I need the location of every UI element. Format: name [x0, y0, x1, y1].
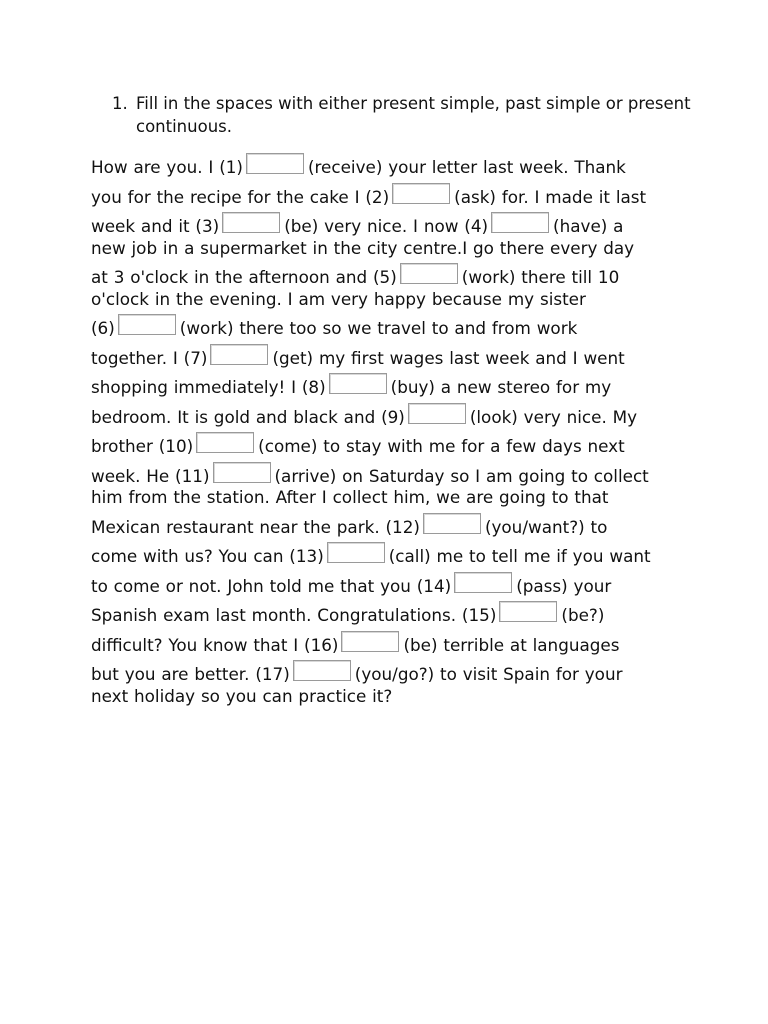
- passage-text: o'clock in the evening. I am very happy because my sister: [91, 288, 586, 309]
- blank-input-12[interactable]: [423, 513, 481, 534]
- exercise-passage: [91, 153, 683, 711]
- blank-input-5[interactable]: [400, 263, 458, 284]
- blank-input-4[interactable]: [491, 212, 549, 233]
- passage-text: (work) there too so we travel to and from work: [179, 318, 578, 338]
- passage-text: (you/go?) to visit Spain for your: [354, 664, 623, 684]
- passage-text: new job in a supermarket in the city centre.I go there every day: [91, 237, 635, 258]
- passage-line: [91, 542, 683, 572]
- passage-text: Mexican restaurant near the park. (12): [91, 516, 420, 537]
- blank-input-16[interactable]: [341, 631, 399, 652]
- passage-text: (ask) for. I made it last: [454, 186, 647, 207]
- passage-line: [91, 373, 683, 403]
- passage-text: bedroom. It is gold and black and (9): [91, 406, 405, 427]
- passage-text: together. I (7): [91, 347, 208, 368]
- passage-line: [91, 483, 683, 513]
- blank-input-17[interactable]: [293, 660, 351, 681]
- passage-line: [91, 513, 683, 543]
- passage-line: [91, 153, 683, 183]
- blank-input-9[interactable]: [408, 403, 466, 424]
- passage-text: (get) my first wages last week and I went: [272, 347, 625, 368]
- passage-text: (call) me to tell me if you want: [388, 546, 651, 566]
- passage-line: [91, 601, 683, 631]
- passage-line: [91, 234, 683, 264]
- instruction-text: Fill in the spaces with either present simple, past simple or present continuous.: [136, 94, 691, 136]
- passage-text: (receive) your letter last week. Thank: [307, 157, 626, 177]
- passage-text: (have) a: [553, 216, 624, 236]
- passage-line: [91, 572, 683, 602]
- passage-text: week. He (11): [91, 465, 210, 486]
- passage-line: [91, 682, 683, 712]
- passage-text: at 3 o'clock in the afternoon and (5): [91, 267, 397, 287]
- passage-text: (you/want?) to: [484, 516, 608, 537]
- blank-input-11[interactable]: [213, 462, 271, 483]
- passage-text: shopping immediately! I (8): [91, 377, 326, 397]
- passage-text: (work) there till 10: [461, 267, 620, 287]
- passage-text: (look) very nice. My: [469, 406, 638, 427]
- passage-text: (buy) a new stereo for my: [390, 377, 612, 397]
- passage-text: (be?): [561, 605, 605, 625]
- passage-line: [91, 403, 683, 433]
- passage-text: next holiday so you can practice it?: [91, 685, 393, 706]
- blank-input-7[interactable]: [210, 344, 268, 365]
- passage-line: [91, 432, 683, 462]
- passage-text: (come) to stay with me for a few days next: [258, 436, 625, 456]
- blank-input-15[interactable]: [499, 601, 557, 622]
- passage-text: (be) very nice. I now (4): [284, 216, 489, 236]
- passage-text: (6): [91, 318, 115, 338]
- passage-line: [91, 183, 683, 213]
- passage-text: come with us? You can (13): [91, 546, 324, 566]
- passage-line: [91, 285, 683, 315]
- passage-text: to come or not. John told me that you (14): [91, 575, 452, 596]
- passage-text: but you are better. (17): [91, 664, 290, 684]
- instruction-number: 1.: [112, 94, 128, 113]
- blank-input-10[interactable]: [196, 432, 254, 453]
- passage-text: (pass) your: [516, 575, 612, 596]
- passage-text: you for the recipe for the cake I (2): [91, 186, 390, 207]
- blank-input-2[interactable]: [392, 183, 450, 204]
- blank-input-6[interactable]: [118, 314, 176, 335]
- blank-input-13[interactable]: [327, 542, 385, 563]
- passage-text: How are you. I (1): [91, 157, 243, 177]
- passage-line: [91, 344, 683, 374]
- passage-text: him from the station. After I collect him, we are going to that: [91, 487, 609, 507]
- passage-text: week and it (3): [91, 216, 220, 236]
- passage-text: Spanish exam last month. Congratulations. (15): [91, 605, 497, 625]
- instruction: [112, 92, 692, 138]
- blank-input-1[interactable]: [246, 153, 304, 174]
- passage-text: difficult? You know that I (16): [91, 634, 339, 655]
- blank-input-8[interactable]: [329, 373, 387, 394]
- blank-input-14[interactable]: [454, 572, 512, 593]
- blank-input-3[interactable]: [222, 212, 280, 233]
- passage-text: (arrive) on Saturday so I am going to collect: [274, 465, 649, 486]
- passage-text: (be) terrible at languages: [403, 634, 620, 655]
- passage-text: brother (10): [91, 436, 194, 456]
- passage-line: [91, 631, 683, 661]
- passage-line: [91, 314, 683, 344]
